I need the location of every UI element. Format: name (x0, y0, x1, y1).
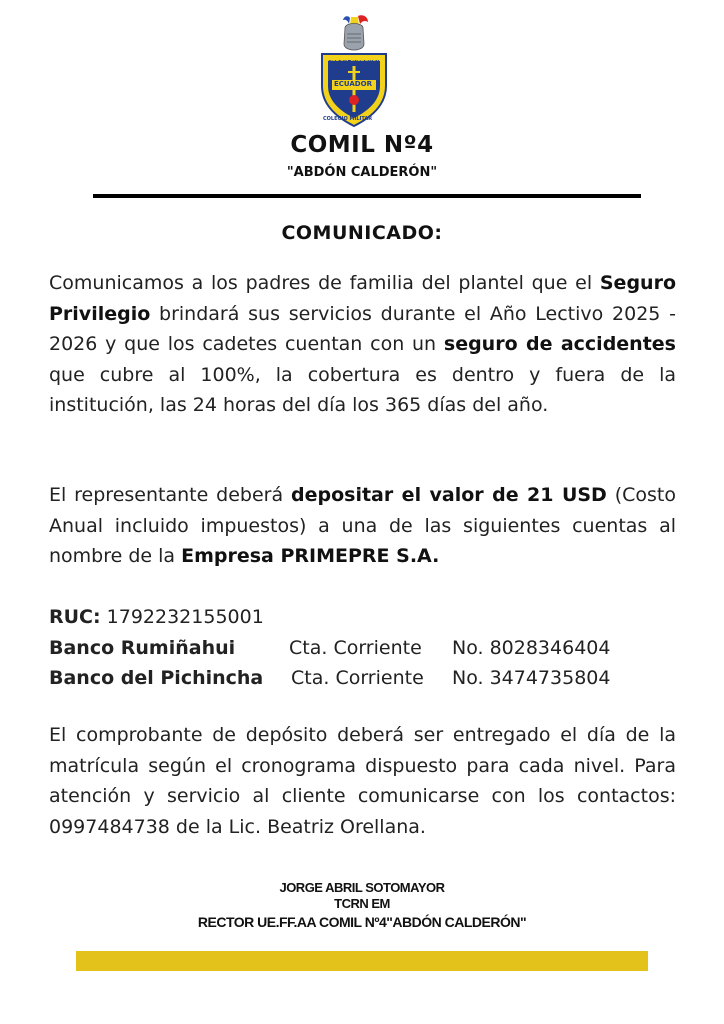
account-number: No. 8028346404 (452, 636, 611, 659)
document-heading: COMUNICADO: (281, 222, 443, 244)
p1-bold-insurance-name: Seguro Privilegio (49, 272, 676, 325)
paragraph-receipt-contact: El comprobante de depósito deberá ser entregado el día de la matrícula según el cronograma dispuesto para cada nivel. Para atención y servicio al cliente comunicarse con los contactos: 0997484738 de la Lic. Beatriz Orellana. (49, 724, 676, 838)
paragraph-insurance-announcement (49, 268, 676, 421)
school-subtitle: "ABDÓN CALDERÓN" (286, 165, 438, 180)
p1-text-2: brindará sus servicios durante el Año Lectivo 2025 - 2026 y que los cadetes cuentan con un (49, 302, 676, 356)
account-bank: Banco Rumiñahui (49, 636, 236, 659)
p2-bold-company: Empresa PRIMEPRE S.A. (181, 545, 440, 568)
crest-text-banner: ECUADOR (334, 80, 372, 88)
signature-block (0, 880, 724, 932)
p2-text-1: El representante deberá (49, 484, 291, 506)
school-name: COMIL Nº4 (290, 132, 434, 158)
signatory-name: JORGE ABRIL SOTOMAYOR (279, 880, 445, 895)
account-number: No. 3474735804 (452, 667, 611, 690)
p1-text-3: que cubre al 100%, la cobertura es dentro y fuera de la institución, las 24 horas del día los 365 días del año. (49, 363, 676, 417)
account-type: Cta. Corriente (291, 667, 424, 690)
p1-bold-accident-insurance: seguro de accidentes (443, 333, 676, 356)
footer-accent-bar (76, 951, 648, 971)
account-type: Cta. Corriente (289, 636, 422, 659)
signatory-title: RECTOR UE.FF.AA COMIL Nº4"ABDÓN CALDERÓN" (197, 914, 527, 930)
ruc-value: 1792232155001 (100, 606, 264, 628)
p1-text-1: Comunicamos a los padres de familia del plantel que el (49, 272, 600, 294)
signatory-rank: TCRN EM (334, 896, 390, 911)
paragraph-payment (49, 480, 676, 572)
school-crest-logo (318, 14, 390, 132)
crest-text-bottom: COLEGIO MILITAR (323, 116, 373, 122)
p2-bold-amount: depositar el valor de 21 USD (291, 484, 607, 506)
p2-text-2: (Costo Anual incluido impuestos) a una de las siguientes cuentas al nombre de la (49, 484, 676, 568)
crest-text-top: ABDÓN CALDERÓN (328, 57, 381, 63)
ruc-label: RUC: (49, 606, 101, 628)
account-bank: Banco del Pichincha (49, 667, 264, 690)
header-divider (93, 194, 641, 198)
